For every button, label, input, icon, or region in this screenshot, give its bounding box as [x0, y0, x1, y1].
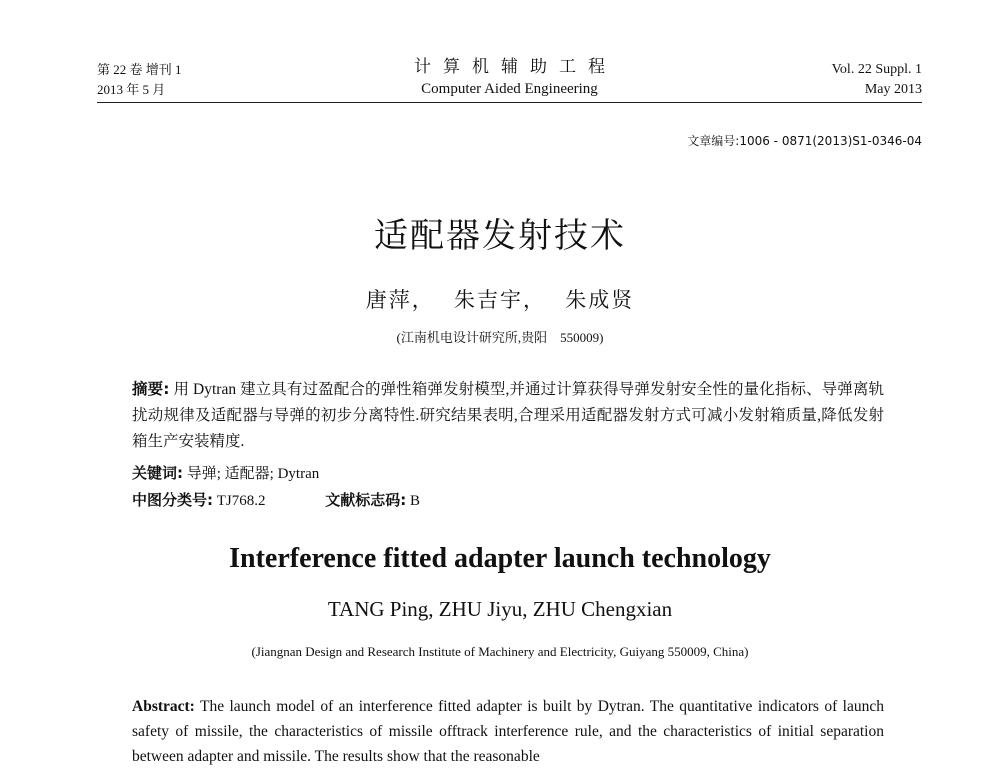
abstract-cn-text: 用 Dytran 建立具有过盈配合的弹性箱弹发射模型,并通过计算获得导弹发射安全性的量化指标、导弹离轨扰动规律及适配器与导弹的初步分离特性.研究结果表明,合理采用适配器发射方式可减小发射箱质量,降低发射箱生产安装精度.	[132, 381, 885, 450]
abstract-en	[132, 694, 884, 769]
doc-code-value: B	[410, 493, 421, 509]
volume-issue-en: Vol. 22 Suppl. 1	[831, 62, 922, 77]
affiliation-cn: (江南机电设计研究所,贵阳 550009)	[396, 330, 604, 345]
classification-line	[132, 489, 420, 510]
keywords-text: 导弹; 适配器; Dytran	[186, 466, 320, 482]
journal-name-cn: 计算机辅助工程	[414, 57, 617, 76]
journal-header	[97, 56, 922, 103]
publication-date-en: May 2013	[864, 82, 922, 97]
article-number: 文章编号:1006 - 0871(2013)S1-0346-04	[687, 134, 922, 148]
volume-info-en	[832, 60, 922, 100]
authors-cn: 唐萍， 朱吉宇， 朱成贤	[365, 288, 635, 312]
abstract-en-label: Abstract:	[132, 698, 195, 715]
journal-name	[97, 56, 922, 100]
abstract-cn	[132, 376, 884, 455]
classification-value: TJ768.2	[216, 493, 266, 509]
classification-label: 中图分类号:	[132, 491, 213, 509]
abstract-en-text: The launch model of an interference fitted adapter is built by Dytran. The quantitative indicators of launch safety of missile, the characteristics of missile offtrack interference rule, and the characteristics of initial separation between adapter and missile. The results show that the reasonable	[132, 698, 884, 765]
paper-title-cn: 适配器发射技术	[374, 218, 626, 255]
volume-issue: 第 22 卷 增刊 1	[97, 62, 182, 77]
keywords-label: 关键词:	[132, 464, 183, 482]
paper-title-en: Interference fitted adapter launch technology	[229, 543, 771, 574]
journal-name-en: Computer Aided Engineering	[421, 81, 598, 97]
doc-code-label: 文献标志码:	[325, 491, 407, 509]
affiliation-en: (Jiangnan Design and Research Institute of Machinery and Electricity, Guiyang 550009, China)	[251, 644, 749, 659]
authors-en: TANG Ping, ZHU Jiyu, ZHU Chengxian	[327, 597, 673, 621]
keywords-cn	[132, 462, 319, 483]
abstract-cn-label: 摘要:	[132, 380, 170, 398]
publication-date-cn: 2013 年 5 月	[97, 82, 166, 97]
